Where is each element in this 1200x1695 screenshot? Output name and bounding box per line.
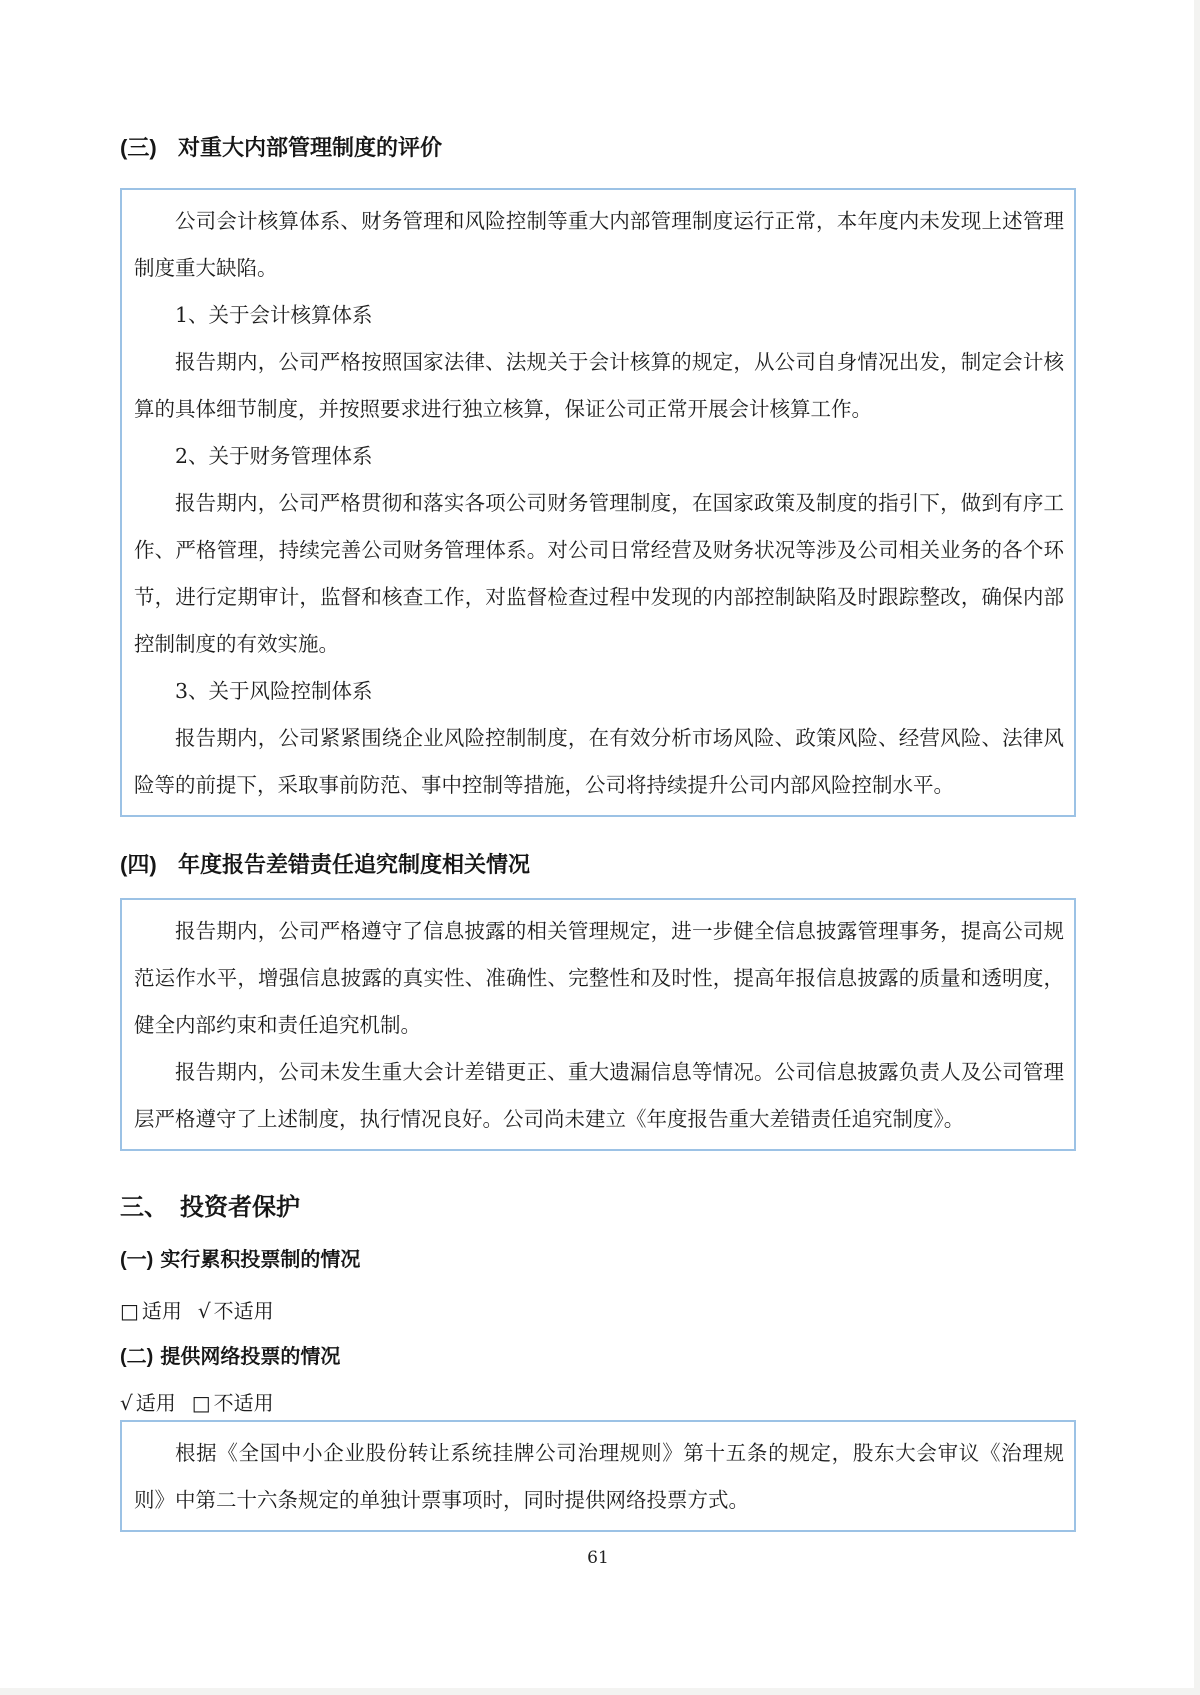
option-label: 不适用 — [213, 1391, 274, 1415]
option-not-applicable — [198, 1298, 274, 1324]
option-not-applicable — [192, 1390, 274, 1416]
checkmark-icon: √ — [197, 1299, 211, 1323]
section-iii-number: (三) — [120, 135, 157, 160]
option-label: 适用 — [141, 1299, 182, 1323]
option-applicable — [120, 1298, 182, 1324]
paragraph: 报告期内，公司严格遵守了信息披露的相关管理规定，进一步健全信息披露管理事务，提高公司规范运作水平，增强信息披露的真实性、准确性、完整性和及时性，提高年报信息披露的质量和透明度，健全内部约束和责任追究机制。 — [134, 919, 1064, 1037]
chapter-three-heading — [120, 1193, 1076, 1223]
checkbox-unchecked-icon: □ — [120, 1299, 139, 1323]
checkmark-icon: √ — [120, 1391, 133, 1415]
section-iv-heading — [120, 851, 1076, 879]
page-number: 61 — [587, 1548, 609, 1568]
sub-item-heading-2: 2、关于财务管理体系 — [175, 444, 373, 468]
option-label: 不适用 — [213, 1299, 274, 1323]
sub-two-title: 提供网络投票的情况 — [160, 1346, 341, 1368]
sub-two-applicability — [120, 1390, 1076, 1416]
page-edge-bottom — [0, 1688, 1200, 1695]
chapter-three-title: 投资者保护 — [180, 1194, 300, 1221]
paragraph: 根据《全国中小企业股份转让系统挂牌公司治理规则》第十五条的规定，股东大会审议《治理规则》中第二十六条规定的单独计票事项时，同时提供网络投票方式。 — [134, 1441, 1064, 1512]
paragraph: 报告期内，公司未发生重大会计差错更正、重大遗漏信息等情况。公司信息披露负责人及公司管理层严格遵守了上述制度，执行情况良好。公司尚未建立《年度报告重大差错责任追究制度》。 — [134, 1060, 1064, 1131]
paragraph: 报告期内，公司严格贯彻和落实各项公司财务管理制度，在国家政策及制度的指引下，做到有序工作、严格管理，持续完善公司财务管理体系。对公司日常经营及财务状况等涉及公司相关业务的各个环节，进行定期审计，监督和核查工作，对监督检查过程中发现的内部控制缺陷及时跟踪整改，确保内部控制制度的有效实施。 — [134, 491, 1064, 656]
paragraph: 公司会计核算体系、财务管理和风险控制等重大内部管理制度运行正常，本年度内未发现上述管理制度重大缺陷。 — [134, 209, 1064, 280]
section-iii-textbox — [120, 188, 1076, 817]
section-iv-textbox — [120, 898, 1076, 1151]
paragraph: 报告期内，公司严格按照国家法律、法规关于会计核算的规定，从公司自身情况出发，制定会计核算的具体细节制度，并按照要求进行独立核算，保证公司正常开展会计核算工作。 — [134, 350, 1064, 421]
sub-one-number: (一) — [120, 1249, 154, 1271]
chapter-three-number: 三、 — [120, 1194, 168, 1221]
page-content — [120, 0, 1076, 1568]
sub-two-number: (二) — [120, 1346, 154, 1368]
sub-item-heading-3: 3、关于风险控制体系 — [175, 679, 373, 703]
section-iv-number: (四) — [120, 852, 157, 877]
option-label: 适用 — [135, 1391, 176, 1415]
section-iii-title: 对重大内部管理制度的评价 — [178, 135, 443, 160]
sub-two-heading — [120, 1344, 1076, 1370]
sub-two-textbox — [120, 1420, 1076, 1532]
sub-one-title: 实行累积投票制的情况 — [160, 1249, 361, 1271]
checkbox-unchecked-icon: □ — [191, 1391, 211, 1415]
section-iii-heading — [120, 134, 1076, 162]
sub-one-heading — [120, 1247, 1076, 1273]
sub-item-heading-1: 1、关于会计核算体系 — [175, 303, 373, 327]
option-applicable — [120, 1390, 176, 1416]
section-iv-title: 年度报告差错责任追究制度相关情况 — [178, 852, 531, 877]
page-edge-right — [1194, 0, 1200, 1695]
paragraph: 报告期内，公司紧紧围绕企业风险控制制度，在有效分析市场风险、政策风险、经营风险、法律风险等的前提下，采取事前防范、事中控制等措施，公司将持续提升公司内部风险控制水平。 — [134, 726, 1064, 797]
sub-one-applicability — [120, 1298, 1076, 1324]
